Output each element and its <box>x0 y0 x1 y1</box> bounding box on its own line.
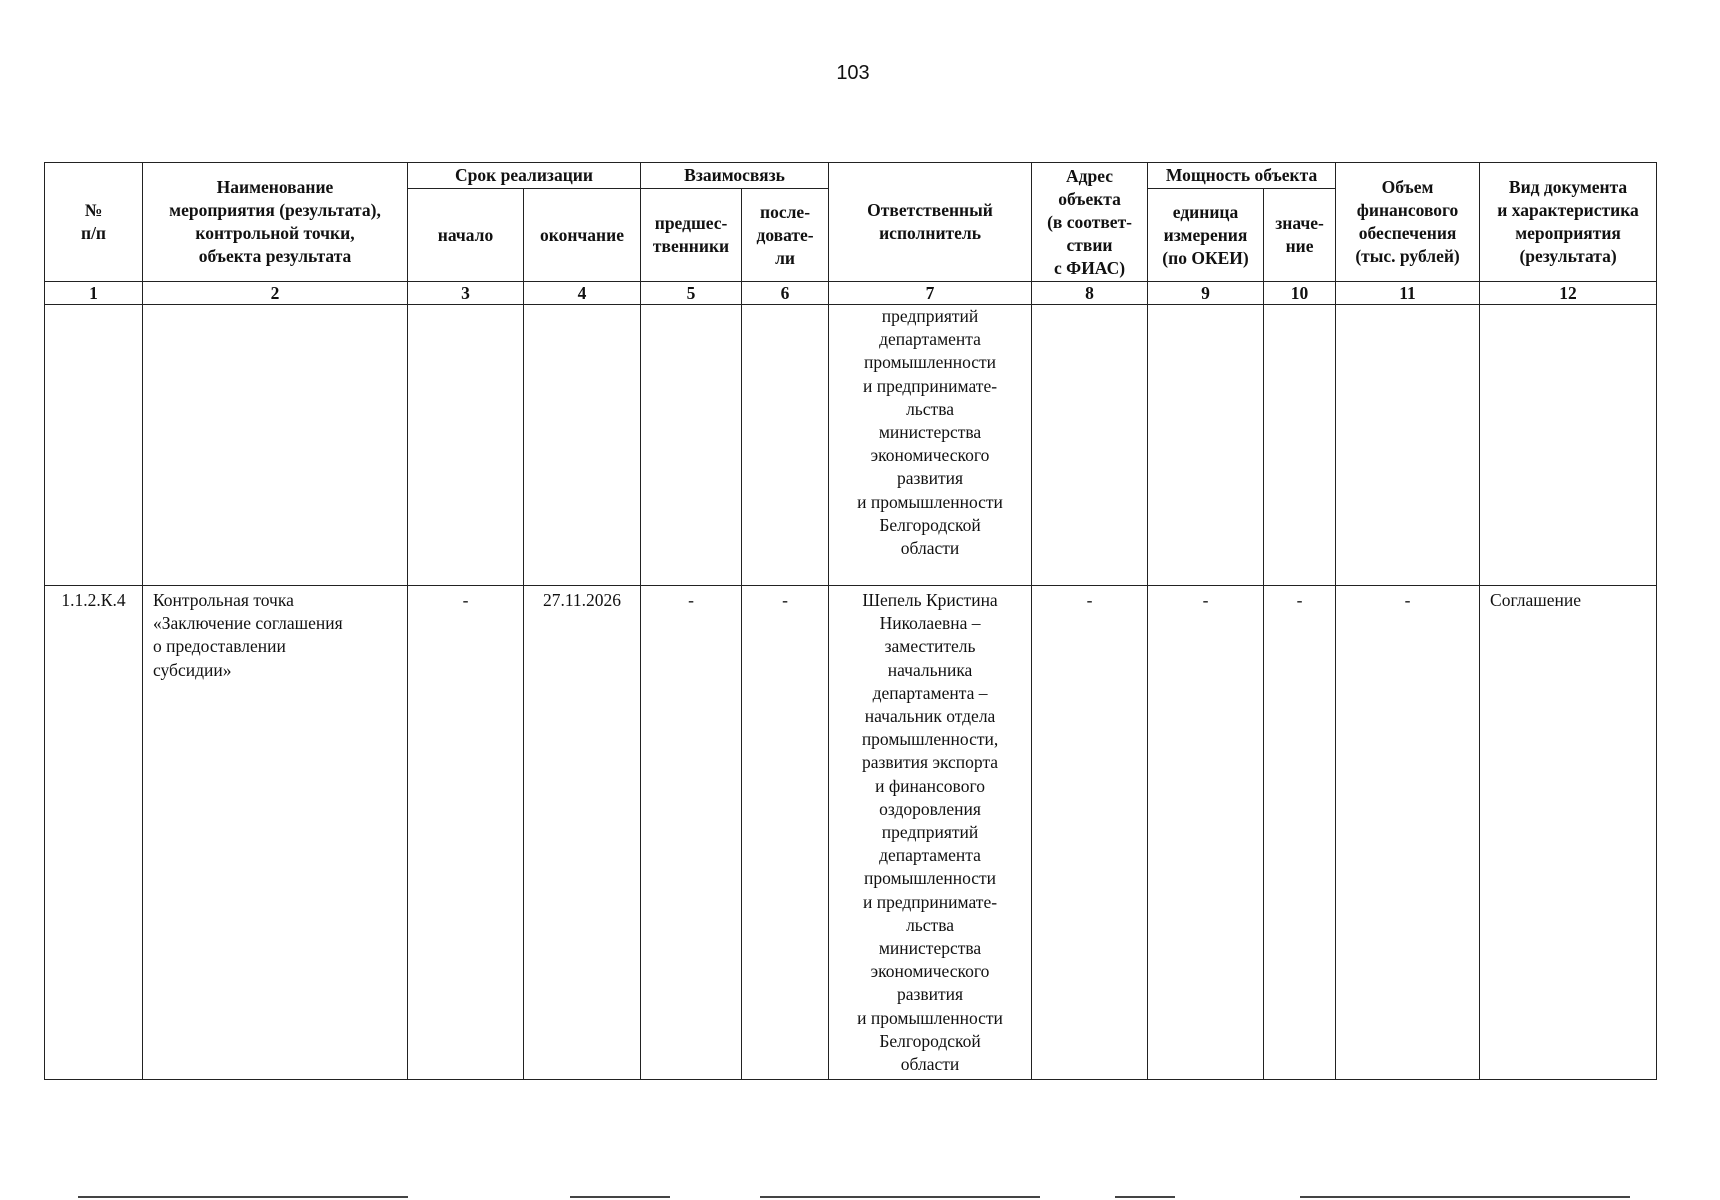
cell-finance: - <box>1336 586 1480 1080</box>
header-link: Взаимосвязь <box>641 163 829 189</box>
header-term-start: начало <box>408 189 524 282</box>
scan-edge-line <box>78 1196 408 1198</box>
column-number: 6 <box>742 282 829 305</box>
cell-unit <box>1148 305 1264 586</box>
column-number: 10 <box>1264 282 1336 305</box>
cell-start: - <box>408 586 524 1080</box>
table-row <box>45 586 1657 1080</box>
column-number: 7 <box>829 282 1032 305</box>
column-number: 12 <box>1480 282 1657 305</box>
header-link-next: после- довате- ли <box>742 189 829 282</box>
column-number: 2 <box>143 282 408 305</box>
column-number: 4 <box>524 282 641 305</box>
cell-address <box>1032 305 1148 586</box>
scan-edge-line <box>1115 1196 1175 1198</box>
cell-responsible: предприятий департамента промышленности и предпринимате- льства министерства экономического развития и промышленности Белгородской области <box>829 305 1032 586</box>
header-doc-type: Вид документа и характеристика мероприятия (результата) <box>1480 163 1657 282</box>
cell-value: - <box>1264 586 1336 1080</box>
cell-start <box>408 305 524 586</box>
header-capacity: Мощность объекта <box>1148 163 1336 189</box>
plan-table <box>44 162 1657 1080</box>
column-number: 3 <box>408 282 524 305</box>
column-number-row <box>45 282 1657 305</box>
cell-doc <box>1480 305 1657 586</box>
cell-address: - <box>1032 586 1148 1080</box>
header-term: Срок реализации <box>408 163 641 189</box>
scan-edge-line <box>1300 1196 1630 1198</box>
cell-responsible: Шепель Кристина Николаевна – заместитель начальника департамента – начальник отдела промышленности, развития экспорта и финансового оздоровления предприятий департамента промышленности и предпринимате- льства министерства экономического развития и промышленности Белгородской области <box>829 586 1032 1080</box>
cell-name <box>143 305 408 586</box>
scan-edge-line <box>570 1196 670 1198</box>
header-finance: Объем финансового обеспечения (тыс. рублей) <box>1336 163 1480 282</box>
cell-prev <box>641 305 742 586</box>
cell-doc: Соглашение <box>1480 586 1657 1080</box>
header-address: Адрес объекта (в соответ- ствии с ФИАС) <box>1032 163 1148 282</box>
header-name: Наименование мероприятия (результата), контрольной точки, объекта результата <box>143 163 408 282</box>
cell-end: 27.11.2026 <box>524 586 641 1080</box>
cell-unit: - <box>1148 586 1264 1080</box>
cell-end <box>524 305 641 586</box>
cell-prev: - <box>641 586 742 1080</box>
cell-name: Контрольная точка «Заключение соглашения о предоставлении субсидии» <box>143 586 408 1080</box>
table-row <box>45 305 1657 586</box>
cell-num: 1.1.2.К.4 <box>45 586 143 1080</box>
scan-edge-line <box>760 1196 1040 1198</box>
header-capacity-unit: единица измерения (по ОКЕИ) <box>1148 189 1264 282</box>
cell-finance <box>1336 305 1480 586</box>
header-term-end: окончание <box>524 189 641 282</box>
header-link-prev: предшес- твенники <box>641 189 742 282</box>
header-num: № п/п <box>45 163 143 282</box>
header-capacity-value: значе- ние <box>1264 189 1336 282</box>
cell-num <box>45 305 143 586</box>
page-number: 103 <box>836 62 870 84</box>
header-responsible: Ответственный исполнитель <box>829 163 1032 282</box>
column-number: 5 <box>641 282 742 305</box>
column-number: 9 <box>1148 282 1264 305</box>
cell-next: - <box>742 586 829 1080</box>
column-number: 1 <box>45 282 143 305</box>
cell-value <box>1264 305 1336 586</box>
table-header <box>45 163 1657 305</box>
cell-next <box>742 305 829 586</box>
column-number: 11 <box>1336 282 1480 305</box>
column-number: 8 <box>1032 282 1148 305</box>
